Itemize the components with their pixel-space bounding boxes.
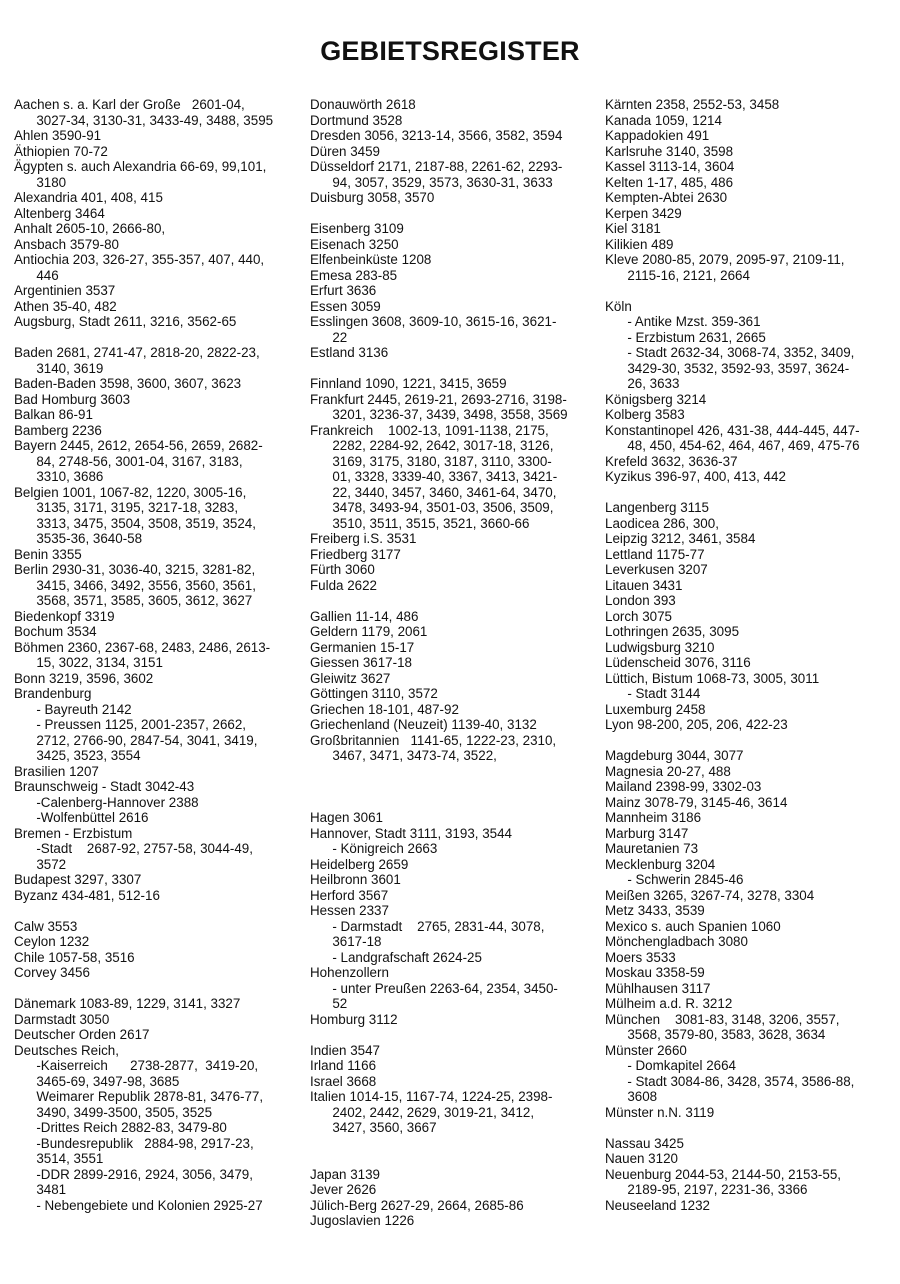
index-entry-line: Kanada 1059, 1214 (605, 112, 722, 128)
index-entry-line: Griechenland (Neuzeit) 1139-40, 3132 (310, 717, 537, 732)
index-entry-line: Moskau 3358-59 (605, 965, 705, 980)
index-entry-line: Esslingen 3608, 3609-10, 3615-16, 3621- (310, 314, 557, 329)
index-entry-line: Kassel 3113-14, 3604 (605, 159, 735, 174)
index-entry-line: Darmstadt 3050 (14, 1011, 110, 1027)
index-entry-line: Dortmund 3528 (310, 112, 403, 128)
index-entry-line: 3510, 3511, 3515, 3521, 3660-66 (310, 515, 530, 531)
index-entry-line: -Kaiserreich 2738-2877, 3419-20, (14, 1058, 259, 1073)
index-entry-line: Nauen 3120 (605, 1151, 678, 1166)
index-entry-line: Hohenzollern (310, 965, 389, 980)
index-entry-line: 2189-95, 2197, 2231-36, 3366 (605, 1182, 808, 1197)
index-entry-line: 3568, 3579-80, 3583, 3628, 3634 (605, 1027, 826, 1042)
index-entry-line: Kilikien 489 (605, 236, 674, 252)
index-entry-line: - Domkapitel 2664 (605, 1058, 736, 1073)
index-entry-line: Mecklenburg 3204 (605, 856, 716, 872)
blank-line (605, 283, 875, 299)
index-entry-line: Herford 3567 (310, 887, 389, 903)
index-entry-line: Brandenburg (14, 686, 92, 701)
index-entry-line: Eisenach 3250 (310, 236, 399, 252)
index-entry-line: Dänemark 1083-89, 1229, 3141, 3327 (14, 996, 241, 1011)
index-entry-line: Mailand 2398-99, 3302-03 (605, 779, 762, 794)
index-entry-line: Braunschweig - Stadt 3042-43 (14, 779, 195, 794)
blank-line (310, 1151, 580, 1167)
index-entry-line: Düsseldorf 2171, 2187-88, 2261-62, 2293- (310, 159, 563, 174)
index-entry-line: 3572 (14, 856, 67, 872)
index-entry-line: Duisburg 3058, 3570 (310, 190, 435, 205)
index-entry-line: Lüdenscheid 3076, 3116 (605, 655, 751, 670)
index-entry-line: - unter Preußen 2263-64, 2354, 3450- (310, 980, 558, 996)
index-entry-line: Japan 3139 (310, 1166, 380, 1182)
index-entry-line: München 3081-83, 3148, 3206, 3557, (605, 1011, 840, 1027)
index-entry-line: - Stadt 3084-86, 3428, 3574, 3586-88, (605, 1073, 855, 1089)
index-entry-line: Aachen s. a. Karl der Große 2601-04, (14, 97, 245, 112)
index-entry-line: Deutscher Orden 2617 (14, 1027, 150, 1042)
index-entry-line: 3313, 3475, 3504, 3508, 3519, 3524, (14, 515, 256, 531)
index-entry-line: - Nebengebiete und Kolonien 2925-27 (14, 1197, 263, 1213)
index-entry-line: 22, 3440, 3457, 3460, 3461-64, 3470, (310, 484, 557, 500)
index-entry-line: Bad Homburg 3603 (14, 391, 131, 407)
index-entry-line: Kiel 3181 (605, 221, 661, 236)
index-entry-line: Heilbronn 3601 (310, 872, 401, 887)
index-entry-line: Augsburg, Stadt 2611, 3216, 3562-65 (14, 314, 237, 329)
index-entry-line: 01, 3328, 3339-40, 3367, 3413, 3421- (310, 469, 558, 484)
blank-line (310, 1136, 580, 1152)
index-entry-line: 3465-69, 3497-98, 3685 (14, 1073, 180, 1089)
index-entry-line: 3514, 3551 (14, 1151, 104, 1166)
index-entry-line: Magnesia 20-27, 488 (605, 763, 731, 779)
index-entry-line: Kyzikus 396-97, 400, 413, 442 (605, 469, 786, 484)
index-entry-line: Kleve 2080-85, 2079, 2095-97, 2109-11, (605, 252, 845, 267)
index-entry-line: - Stadt 2632-34, 3068-74, 3352, 3409, (605, 345, 855, 360)
index-column-2 (310, 97, 580, 1229)
index-column-3 (605, 97, 875, 1213)
index-entry-line: Mexico s. auch Spanien 1060 (605, 918, 781, 934)
index-entry-line: Kärnten 2358, 2552-53, 3458 (605, 97, 780, 112)
index-entry-line: Germanien 15-17 (310, 639, 415, 655)
index-entry-line: Mainz 3078-79, 3145-46, 3614 (605, 794, 788, 810)
index-entry-line: Lettland 1175-77 (605, 546, 705, 562)
index-entry-line: Ceylon 1232 (14, 934, 90, 949)
index-entry-line: Münster n.N. 3119 (605, 1104, 715, 1120)
index-entry-line: Langenberg 3115 (605, 500, 709, 515)
index-entry-line: Jülich-Berg 2627-29, 2664, 2685-86 (310, 1197, 524, 1213)
index-entry-line: Alexandria 401, 408, 415 (14, 190, 163, 205)
index-entry-line: Lorch 3075 (605, 608, 673, 624)
index-entry-line: 3425, 3523, 3554 (14, 748, 141, 763)
index-entry-line: 3490, 3499-3500, 3505, 3525 (14, 1104, 213, 1120)
index-entry-line: Israel 3668 (310, 1073, 377, 1089)
index-entry-line: 3427, 3560, 3667 (310, 1120, 437, 1135)
page-title: GEBIETSREGISTER (320, 36, 580, 66)
index-entry-line: - Preussen 1125, 2001-2357, 2662, (14, 717, 247, 732)
index-entry-line: 2712, 2766-90, 2847-54, 3041, 3419, (14, 732, 258, 748)
index-entry-line: -Wolfenbüttel 2616 (14, 810, 149, 825)
index-entry-line: Ansbach 3579-80 (14, 236, 119, 252)
index-entry-line: Altenberg 3464 (14, 205, 105, 221)
index-entry-line: Kappadokien 491 (605, 128, 710, 143)
index-entry-line: 3310, 3686 (14, 469, 104, 484)
index-entry-line: Kelten 1-17, 485, 486 (605, 174, 734, 190)
blank-line (14, 981, 284, 997)
index-entry-line: Leverkusen 3207 (605, 562, 708, 577)
index-entry-line: Weimarer Republik 2878-81, 3476-77, (14, 1089, 264, 1104)
index-entry-line: Biedenkopf 3319 (14, 608, 115, 624)
blank-line (310, 206, 580, 222)
index-entry-line: - Stadt 3144 (605, 686, 701, 701)
index-entry-line: Nassau 3425 (605, 1135, 684, 1151)
index-entry-line: 3568, 3571, 3585, 3605, 3612, 3627 (14, 593, 253, 608)
index-entry-line: Mühlhausen 3117 (605, 980, 711, 996)
index-entry-line: Bonn 3219, 3596, 3602 (14, 670, 154, 686)
index-entry-line: Bamberg 2236 (14, 422, 102, 438)
index-entry-line: Bayern 2445, 2612, 2654-56, 2659, 2682- (14, 438, 263, 453)
index-entry-line: 3608 (605, 1089, 658, 1104)
index-entry-line: Großbritannien 1141-65, 1222-23, 2310, (310, 732, 557, 748)
index-entry-line: Eisenberg 3109 (310, 221, 404, 236)
index-entry-line: Ägypten s. auch Alexandria 66-69, 99,101, (14, 159, 267, 174)
index-entry-line: Friedberg 3177 (310, 546, 401, 562)
index-entry-line: 15, 3022, 3134, 3151 (14, 655, 163, 670)
index-entry-line: Kolberg 3583 (605, 407, 685, 422)
index-entry-line: Corvey 3456 (14, 965, 90, 980)
index-entry-line: Griechen 18-101, 487-92 (310, 701, 459, 717)
index-entry-line: Leipzig 3212, 3461, 3584 (605, 531, 756, 546)
blank-line (605, 733, 875, 749)
index-entry-line: Frankreich 1002-13, 1091-1138, 2175, (310, 422, 549, 438)
index-entry-line: Deutsches Reich, (14, 1042, 119, 1058)
index-entry-line: Anhalt 2605-10, 2666-80, (14, 221, 166, 236)
index-entry-line: 84, 2748-56, 3001-04, 3167, 3183, (14, 453, 243, 469)
index-entry-line: Meißen 3265, 3267-74, 3278, 3304 (605, 887, 815, 903)
index-entry-line: Dresden 3056, 3213-14, 3566, 3582, 3594 (310, 128, 563, 143)
index-entry-line: -Stadt 2687-92, 2757-58, 3044-49, (14, 841, 253, 856)
index-entry-line: Böhmen 2360, 2367-68, 2483, 2486, 2613- (14, 639, 271, 655)
index-entry-line: London 393 (605, 593, 676, 608)
index-entry-line: - Darmstadt 2765, 2831-44, 3078, (310, 918, 545, 934)
index-entry-line: 3169, 3175, 3180, 3187, 3110, 3300- (310, 453, 552, 469)
index-entry-line: Göttingen 3110, 3572 (310, 686, 438, 701)
index-entry-line: -Bundesrepublik 2884-98, 2917-23, (14, 1135, 254, 1151)
index-entry-line: Jever 2626 (310, 1182, 377, 1197)
index-entry-line: Indien 3547 (310, 1042, 380, 1058)
index-entry-line: Metz 3433, 3539 (605, 903, 705, 918)
index-entry-line: Athen 35-40, 482 (14, 298, 117, 314)
index-entry-line: Fulda 2622 (310, 577, 378, 593)
index-entry-line: Donauwörth 2618 (310, 97, 416, 112)
index-entry-line: Mönchengladbach 3080 (605, 934, 748, 949)
index-entry-line: Königsberg 3214 (605, 391, 707, 407)
index-entry-line: - Bayreuth 2142 (14, 701, 132, 717)
index-entry-line: 3027-34, 3130-31, 3433-49, 3488, 3595 (14, 112, 274, 128)
index-entry-line: Chile 1057-58, 3516 (14, 949, 135, 965)
index-entry-line: Irland 1166 (310, 1058, 377, 1073)
index-entry-line: Magdeburg 3044, 3077 (605, 748, 744, 763)
index-entry-line: 3467, 3471, 3473-74, 3522, (310, 748, 497, 763)
index-entry-line: Äthiopien 70-72 (14, 143, 108, 159)
index-entry-line: Lyon 98-200, 205, 206, 422-23 (605, 717, 788, 732)
index-entry-line: -Calenberg-Hannover 2388 (14, 794, 199, 810)
blank-line (310, 779, 580, 795)
blank-line (310, 361, 580, 377)
index-entry-line: 2115-16, 2121, 2664 (605, 267, 750, 283)
index-entry-line: - Antike Mzst. 359-361 (605, 314, 761, 329)
index-entry-line: Mauretanien 73 (605, 841, 699, 856)
index-entry-line: Italien 1014-15, 1167-74, 1224-25, 2398- (310, 1089, 553, 1104)
index-entry-line: 52 (310, 996, 348, 1011)
index-entry-line: 2402, 2442, 2629, 3019-21, 3412, (310, 1104, 535, 1120)
index-entry-line: Karlsruhe 3140, 3598 (605, 143, 734, 159)
index-entry-line: Budapest 3297, 3307 (14, 872, 142, 887)
index-entry-line: Brasilien 1207 (14, 763, 99, 779)
index-entry-line: 446 (14, 267, 59, 283)
index-entry-line: Lüttich, Bistum 1068-73, 3005, 3011 (605, 670, 820, 686)
index-entry-line: Köln (605, 298, 632, 314)
index-entry-line: Kempten-Abtei 2630 (605, 190, 728, 205)
index-entry-line: Neuenburg 2044-53, 2144-50, 2153-55, (605, 1166, 842, 1182)
index-entry-line: 3617-18 (310, 934, 382, 949)
index-entry-line: Düren 3459 (310, 143, 380, 159)
index-entry-line: Neuseeland 1232 (605, 1197, 710, 1213)
index-entry-line: Lothringen 2635, 3095 (605, 624, 740, 639)
index-entry-line: Bremen - Erzbistum (14, 825, 133, 841)
index-entry-line: Hessen 2337 (310, 903, 389, 918)
blank-line (310, 764, 580, 780)
index-entry-line: 26, 3633 (605, 376, 680, 391)
blank-line (310, 795, 580, 811)
index-entry-line: Gleiwitz 3627 (310, 670, 391, 686)
index-entry-line: 3535-36, 3640-58 (14, 531, 143, 546)
index-entry-line: Fürth 3060 (310, 562, 375, 577)
index-entry-line: Baden-Baden 3598, 3600, 3607, 3623 (14, 376, 242, 391)
index-entry-line: -DDR 2899-2916, 2924, 3056, 3479, (14, 1166, 253, 1182)
index-entry-line: Geldern 1179, 2061 (310, 624, 428, 639)
blank-line (605, 1120, 875, 1136)
index-entry-line: Luxemburg 2458 (605, 701, 706, 717)
index-entry-line: Antiochia 203, 326-27, 355-357, 407, 440, (14, 252, 265, 267)
index-entry-line: Giessen 3617-18 (310, 655, 412, 670)
index-entry-line: Ahlen 3590-91 (14, 128, 102, 143)
index-entry-line: Elfenbeinküste 1208 (310, 252, 432, 267)
index-entry-line: 3478, 3493-94, 3501-03, 3506, 3509, (310, 500, 554, 515)
index-column-1 (14, 97, 284, 1213)
index-entry-line: Benin 3355 (14, 546, 82, 562)
index-entry-line: Konstantinopel 426, 431-38, 444-445, 447- (605, 422, 860, 438)
index-entry-line: 94, 3057, 3529, 3573, 3630-31, 3633 (310, 174, 553, 190)
index-entry-line: Litauen 3431 (605, 577, 683, 593)
index-entry-line: - Erzbistum 2631, 2665 (605, 329, 766, 345)
index-entry-line: Krefeld 3632, 3636-37 (605, 453, 738, 469)
index-entry-line: Calw 3553 (14, 918, 78, 934)
index-entry-line: Jugoslavien 1226 (310, 1213, 415, 1228)
index-entry-line: Essen 3059 (310, 298, 381, 314)
index-entry-line: Frankfurt 2445, 2619-21, 2693-2716, 3198- (310, 391, 567, 407)
index-entry-line: Belgien 1001, 1067-82, 1220, 3005-16, (14, 484, 247, 500)
index-entry-line: Laodicea 286, 300, (605, 515, 719, 531)
index-entry-line: 3140, 3619 (14, 360, 104, 376)
index-entry-line: Estland 3136 (310, 345, 389, 360)
blank-line (310, 1027, 580, 1043)
blank-line (310, 593, 580, 609)
index-entry-line: -Drittes Reich 2882-83, 3479-80 (14, 1120, 227, 1135)
index-entry-line: Gallien 11-14, 486 (310, 608, 419, 624)
index-entry-line: Moers 3533 (605, 949, 676, 965)
index-entry-line: Mannheim 3186 (605, 810, 702, 825)
index-entry-line: Homburg 3112 (310, 1011, 398, 1027)
index-entry-line: - Schwerin 2845-46 (605, 872, 744, 887)
blank-line (605, 485, 875, 501)
index-entry-line: Marburg 3147 (605, 825, 689, 841)
index-entry-line: 3429-30, 3532, 3592-93, 3597, 3624- (605, 360, 850, 376)
index-entry-line: Freiberg i.S. 3531 (310, 531, 417, 546)
index-entry-line: Münster 2660 (605, 1042, 687, 1058)
index-entry-line: Byzanz 434-481, 512-16 (14, 887, 160, 903)
index-entry-line: 22 (310, 329, 348, 345)
index-entry-line: Heidelberg 2659 (310, 856, 409, 872)
index-entry-line: Ludwigsburg 3210 (605, 639, 715, 655)
index-entry-line: Hagen 3061 (310, 810, 383, 825)
index-entry-line: 48, 450, 454-62, 464, 467, 469, 475-76 (605, 438, 860, 453)
index-entry-line: 2282, 2284-92, 2642, 3017-18, 3126, (310, 438, 554, 453)
index-entry-line: Baden 2681, 2741-47, 2818-20, 2822-23, (14, 345, 260, 360)
index-entry-line: Erfurt 3636 (310, 283, 377, 298)
index-entry-line: Argentinien 3537 (14, 283, 116, 298)
index-entry-line: - Landgrafschaft 2624-25 (310, 949, 482, 965)
index-entry-line: 3201, 3236-37, 3439, 3498, 3558, 3569 (310, 407, 568, 422)
index-entry-line: Berlin 2930-31, 3036-40, 3215, 3281-82, (14, 562, 256, 577)
index-entry-line: 3135, 3171, 3195, 3217-18, 3283, (14, 500, 239, 515)
index-entry-line: - Königreich 2663 (310, 841, 438, 856)
index-entry-line: 3180 (14, 174, 67, 190)
index-entry-line: 3415, 3466, 3492, 3556, 3560, 3561, (14, 577, 256, 593)
index-entry-line: Balkan 86-91 (14, 407, 93, 422)
index-entry-line: Emesa 283-85 (310, 267, 398, 283)
blank-line (14, 903, 284, 919)
index-entry-line: Finnland 1090, 1221, 3415, 3659 (310, 376, 507, 391)
index-entry-line: 3481 (14, 1182, 67, 1197)
index-entry-line: Hannover, Stadt 3111, 3193, 3544 (310, 825, 513, 841)
blank-line (14, 330, 284, 346)
index-entry-line: Bochum 3534 (14, 624, 97, 639)
index-entry-line: Kerpen 3429 (605, 205, 682, 221)
index-entry-line: Mülheim a.d. R. 3212 (605, 996, 733, 1011)
